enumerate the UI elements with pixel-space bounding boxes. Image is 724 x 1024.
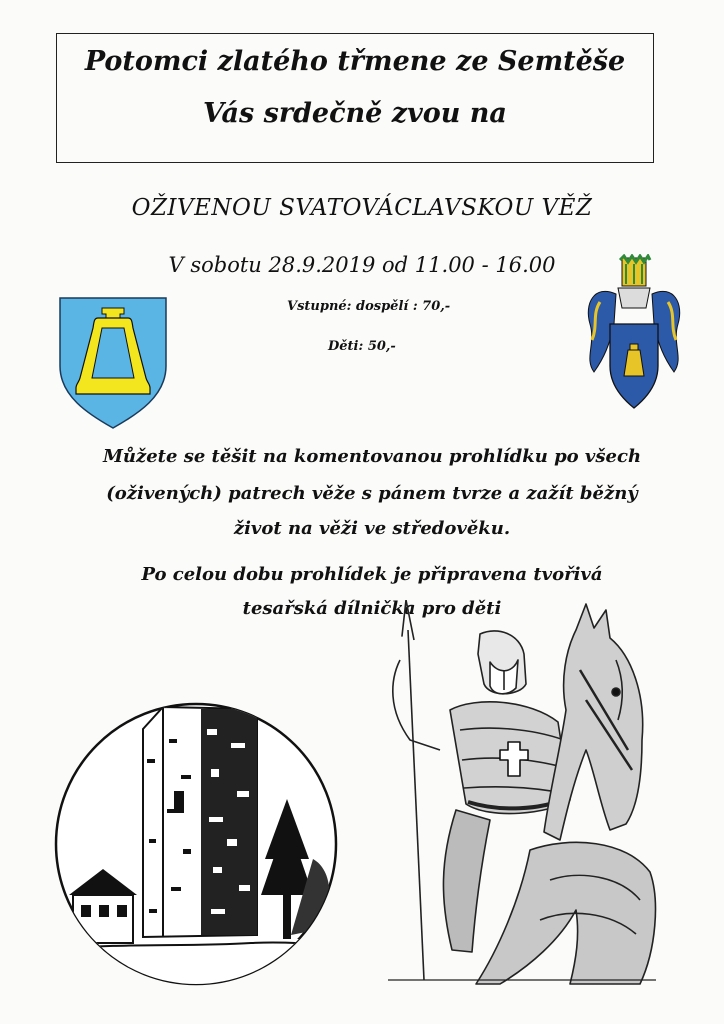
bell-coat-of-arms-icon [58, 296, 168, 430]
description-line-2: (oživených) patrech věže s pánem tvrze a zažít běžný [106, 483, 638, 504]
description-line-1: Můžete se těšit na komentovanou prohlídku po všech [102, 446, 642, 467]
admission-adults: Vstupné: dospělí : 70,- [287, 299, 451, 314]
saint-wenceslas-knight-icon [380, 600, 660, 990]
header-line-organizers: Potomci zlatého třmene ze Semtěše [84, 46, 626, 77]
header-line-invite: Vás srdečně zvou na [203, 98, 507, 129]
header-box [56, 33, 654, 163]
event-date: V sobotu 28.9.2019 od 11.00 - 16.00 [168, 253, 556, 277]
description-line-4: Po celou dobu prohlídek je připravena tvořivá [141, 564, 603, 585]
tower-medallion-icon [51, 699, 341, 989]
heraldic-crest-icon [580, 254, 688, 412]
event-title: OŽIVENOU SVATOVÁCLAVSKOU VĚŽ [131, 195, 593, 221]
admission-children: Děti: 50,- [328, 339, 396, 354]
description-line-5: tesařská dílnička pro děti [242, 598, 502, 619]
description-line-3: život na věži ve středověku. [233, 518, 511, 539]
